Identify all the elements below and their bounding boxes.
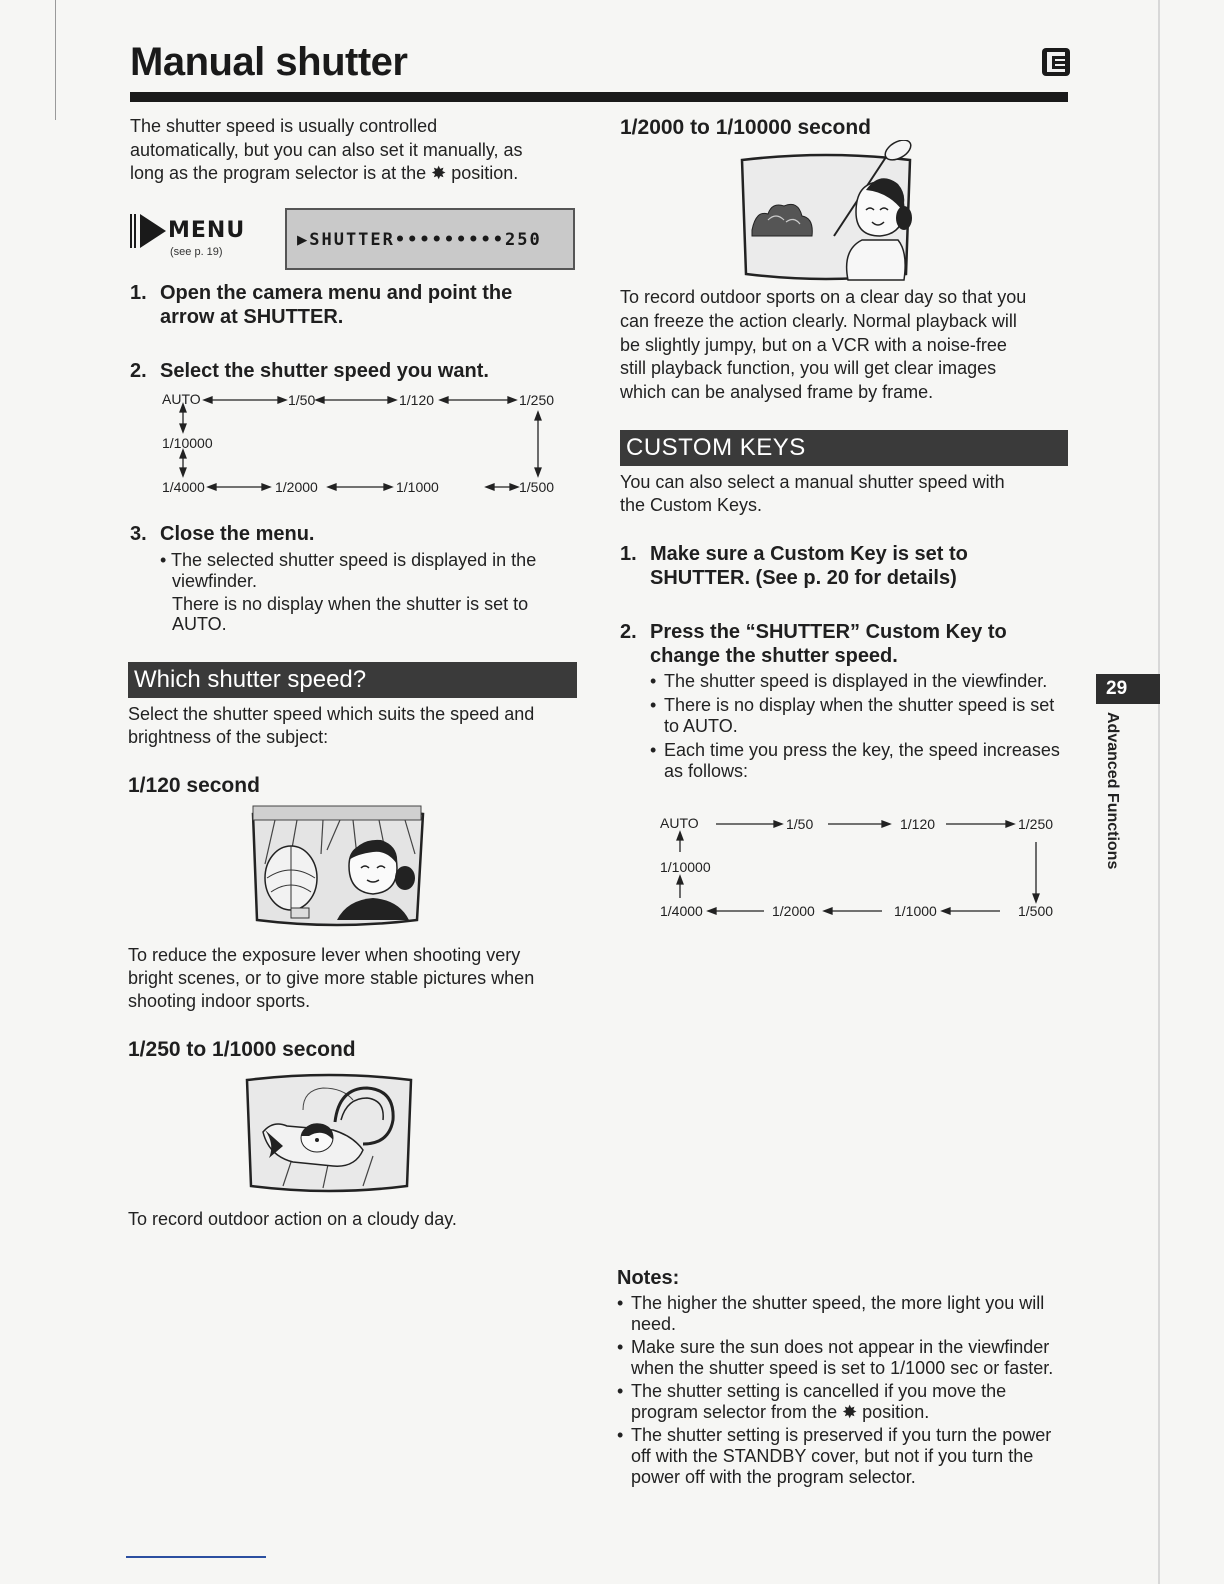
- intro-text: The shutter speed is usually controlled: [130, 116, 438, 136]
- speed-label: 1/2000: [772, 903, 815, 919]
- step-3-detail: AUTO.: [172, 614, 227, 634]
- bottom-rule: [126, 1556, 266, 1558]
- speed-label: 1/500: [1018, 903, 1054, 919]
- list-item: • The shutter speed is displayed in the viewfinder.: [650, 671, 1070, 692]
- speed-label: 1/10000: [162, 435, 213, 451]
- custom-intro: the Custom Keys.: [620, 495, 763, 515]
- speed-label: 1/50: [786, 816, 814, 832]
- custom-speed-cycle-diagram: [660, 812, 1060, 924]
- menu-see-page: (see p. 19): [170, 246, 223, 258]
- step-1: [130, 281, 147, 305]
- speed-label: AUTO: [660, 815, 699, 831]
- speed-label: 1/250: [1018, 816, 1054, 832]
- step-1-text: arrow at SHUTTER.: [160, 306, 344, 328]
- custom-step-2-text: Press the “SHUTTER” Custom Key to: [650, 621, 1007, 643]
- list-item: • Each time you press the key, the speed increases as follows:: [650, 740, 1070, 782]
- speed-label: 1/500: [519, 479, 555, 495]
- cycle-arrows: [160, 388, 560, 498]
- scan-edge: [55, 0, 56, 120]
- lcd-text: ▶SHUTTER•••••••••250: [297, 230, 542, 250]
- which-intro: brightness of the subject:: [128, 727, 329, 747]
- custom-bullets: [650, 671, 1070, 783]
- speed-label: 1/120: [900, 816, 936, 832]
- custom-step-1-text: Make sure a Custom Key is set to: [650, 543, 968, 565]
- s2000-text: be slightly jumpy, but on a VCR with a noise-free: [620, 335, 1007, 355]
- custom-step-2-text: change the shutter speed.: [650, 645, 898, 667]
- step-number: 1.: [130, 282, 147, 304]
- s2000-text: can freeze the action clearly. Normal playback will: [620, 311, 1017, 331]
- play-arrow-icon: [140, 214, 166, 248]
- s120-text: shooting indoor sports.: [128, 991, 311, 1011]
- outdoor-action-illustration: [243, 1070, 415, 1196]
- title-rule: [130, 92, 1068, 102]
- s120-text: To reduce the exposure lever when shooting very: [128, 945, 521, 965]
- speed-label: 1/4000: [162, 479, 205, 495]
- step-3-text: Close the menu.: [160, 523, 315, 545]
- list-item: • Make sure the sun does not appear in the viewfinder when the shutter speed is set to 1/1000 sec or faster.: [617, 1337, 1062, 1379]
- list-item: • The shutter setting is preserved if you turn the power off with the STANDBY cover, but not if you turn the power off with the program selector.: [617, 1425, 1062, 1488]
- custom-step-1-text: SHUTTER. (See p. 20 for details): [650, 567, 957, 589]
- list-item: • There is no display when the shutter speed is set to AUTO.: [650, 695, 1070, 737]
- scan-edge: [1158, 0, 1160, 1584]
- step-3-detail: viewfinder.: [172, 571, 258, 591]
- menu-label: MENU: [168, 218, 246, 243]
- section-heading-which-shutter: Which shutter speed?: [128, 662, 577, 698]
- s120-text: bright scenes, or to give more stable pictures when: [128, 968, 535, 988]
- speed-cycle-diagram: [160, 388, 560, 498]
- section-tab-label: Advanced Functions: [1104, 712, 1121, 870]
- page-number-tab: 29: [1096, 674, 1160, 704]
- step-number: 1.: [620, 543, 637, 565]
- speed-label: 1/4000: [660, 903, 703, 919]
- which-intro: Select the shutter speed which suits the speed and: [128, 704, 535, 724]
- speed-label: 1/50: [288, 392, 316, 408]
- step-number: 3.: [130, 523, 147, 545]
- language-e-icon: [1042, 48, 1070, 76]
- step-3-detail: • The selected shutter speed is displayed in the: [160, 550, 537, 570]
- list-item: • The shutter setting is cancelled if you move the program selector from the ✸ position.: [617, 1381, 1062, 1423]
- step-number: 2.: [130, 360, 147, 382]
- cycle-arrows: [660, 812, 1060, 924]
- intro-text: automatically, but you can also set it manually, as: [130, 140, 523, 160]
- speed-label: 1/120: [399, 392, 435, 408]
- speed-label: 1/1000: [894, 903, 937, 919]
- subheading-1-2000: 1/2000 to 1/10000 second: [620, 116, 871, 139]
- list-item: • The higher the shutter speed, the more light you will need.: [617, 1293, 1062, 1335]
- speed-label: AUTO: [162, 391, 201, 407]
- speed-label: 1/1000: [396, 479, 439, 495]
- custom-intro: You can also select a manual shutter speed with: [620, 472, 1005, 492]
- golfer-illustration: [738, 140, 916, 284]
- step-1-text: Open the camera menu and point the: [160, 282, 513, 304]
- section-tab: [1101, 712, 1121, 892]
- s2000-text: which can be analysed frame by frame.: [620, 382, 934, 402]
- page-title: Manual shutter: [130, 40, 408, 84]
- step-number: 2.: [620, 621, 637, 643]
- step-3-detail: There is no display when the shutter is set to: [172, 594, 529, 614]
- notes-heading: Notes:: [617, 1267, 680, 1289]
- step-2-text: Select the shutter speed you want.: [160, 360, 489, 382]
- notes-list: [617, 1293, 1062, 1489]
- section-heading-custom-keys: CUSTOM KEYS: [620, 430, 1068, 466]
- s250-text: To record outdoor action on a cloudy day.: [128, 1209, 457, 1229]
- intro-text: long as the program selector is at the ✸ position.: [130, 163, 519, 183]
- s2000-text: still playback function, you will get clear images: [620, 358, 997, 378]
- subheading-1-250: 1/250 to 1/1000 second: [128, 1038, 356, 1061]
- speed-label: 1/250: [519, 392, 555, 408]
- subheading-1-120: 1/120 second: [128, 774, 260, 797]
- indoor-sports-illustration: [245, 804, 431, 930]
- menu-reference: [130, 210, 260, 266]
- s2000-text: To record outdoor sports on a clear day so that you: [620, 287, 1027, 307]
- lcd-display: [285, 208, 575, 270]
- speed-label: 1/2000: [275, 479, 318, 495]
- speed-label: 1/10000: [660, 859, 711, 875]
